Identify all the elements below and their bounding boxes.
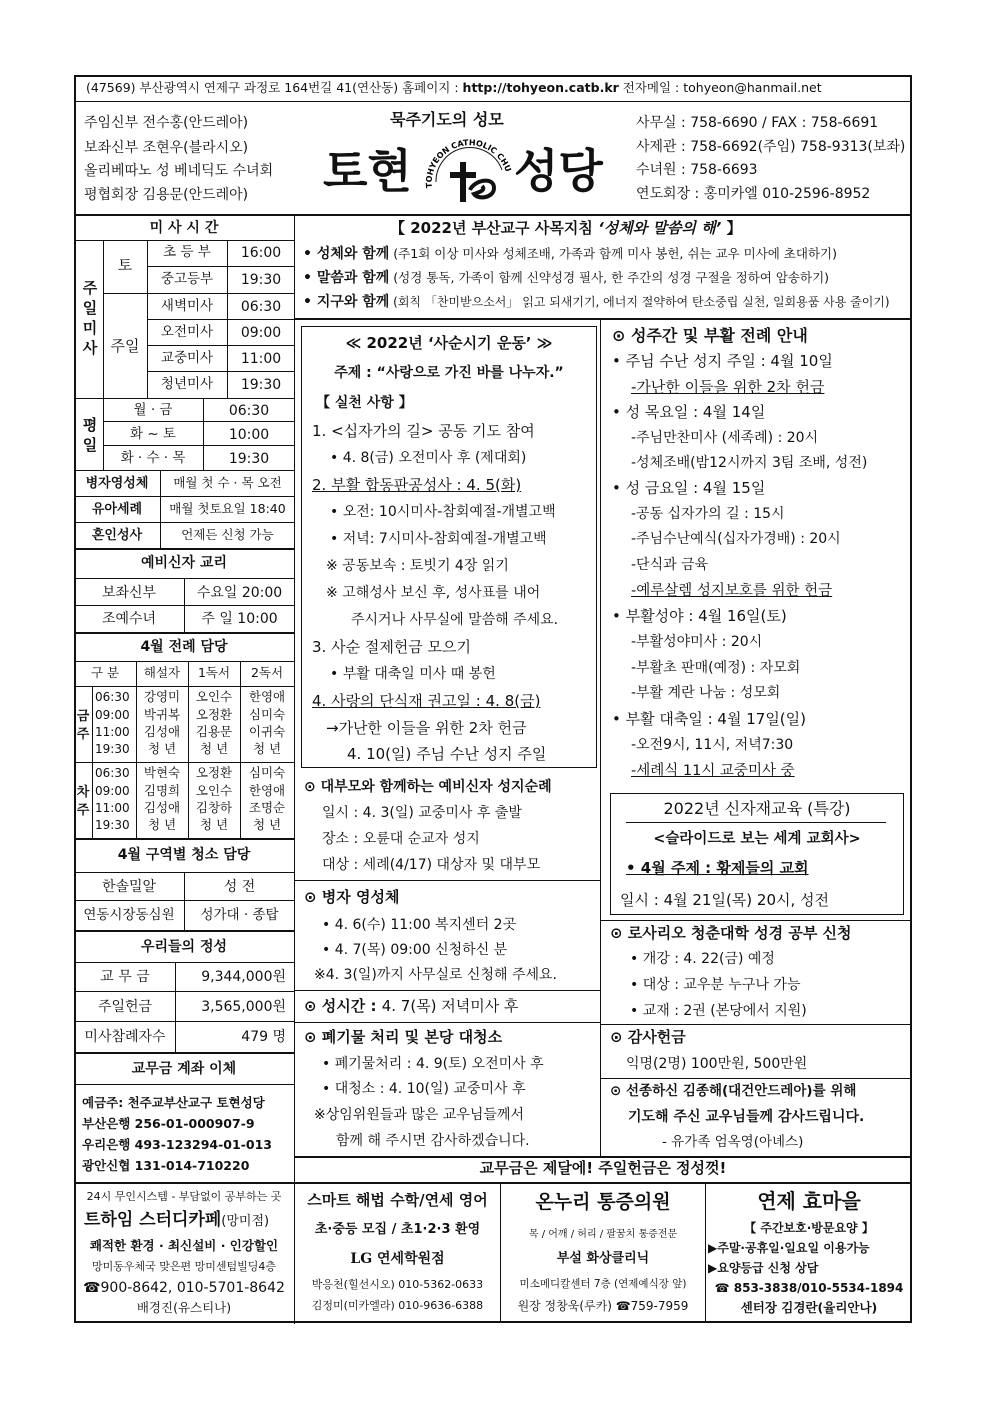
sunday-label: 주일 (110, 337, 140, 355)
faith-ed-title: 2022년 신자재교육 (특강) (663, 799, 851, 818)
liturgy-title: 4월 전례 담당 (140, 639, 228, 655)
slogan: 교무금은 제달에! 주일헌금은 정성껏! (479, 1159, 727, 1177)
cleaning-title: 4월 구역별 청소 담당 (117, 847, 251, 863)
liturgy-group-label: 금 주 (76, 709, 90, 742)
thanks-text: 익명(2명) 100만원, 500만원 (626, 1056, 808, 1072)
saturday-label: 토 (117, 256, 133, 274)
masthead-subtitle: 묵주기도의 성모 (390, 110, 504, 129)
church-logo (424, 132, 514, 212)
homepage-link[interactable]: http://tohyeon.catb.kr (462, 80, 619, 95)
faith-ed-date: 일시 : 4월 21일(목) 20시, 성전 (620, 891, 830, 909)
lent-action: 【 실천 사항 】 (316, 395, 413, 411)
header-address: (47569) 부산광역시 연제구 과정로 164번길 41(연산동) 홈페이지 : http://tohyeon.catb.kr 전자메일 : tohyeon@hanmail.net (86, 80, 822, 95)
faith-ed-subtitle: <슬라이드로 보는 세계 교회사> (653, 831, 861, 847)
lent-theme: 주제 : “사랑으로 가진 바를 나누자.” (334, 365, 564, 381)
rosary-title: ⊙ 로사리오 청춘대학 성경 공부 신청 (610, 924, 852, 942)
account-title: 교무금 계좌 이체 (131, 1061, 237, 1077)
sunday-mass-label: 주 일 미 사 (82, 279, 98, 357)
svg-text:TOHYEON CATHOLIC CHURCH: TOHYEON CATHOLIC CHU (424, 138, 513, 189)
thanks-title: ⊙ 감사헌금 (610, 1028, 686, 1046)
pilgrimage-title: ⊙ 대부모와 함께하는 예비신자 성지순례 (304, 779, 552, 795)
sincerity-title: 우리들의 정성 (140, 939, 228, 955)
lent-title: ≪ 2022년 ‘사순시기 운동’ ≫ (345, 334, 553, 352)
church-name-right: 성당 (514, 144, 603, 198)
weekday-label: 평 일 (82, 416, 98, 454)
communion-title: ⊙ 병자 영성체 (304, 888, 400, 906)
holy-hour: ⊙ 성시간 : 4. 7(목) 저녁미사 후 (304, 997, 519, 1015)
mass-title: 미 사 시 간 (149, 220, 219, 236)
guidelines-title: 【 2022년 부산교구 사목지침 ‘성체와 말씀의 해’ 】 (390, 219, 742, 237)
faith-ed-theme: • 4월 주제 : 황제들의 교회 (626, 859, 809, 877)
church-name-left: 토현 (323, 144, 412, 198)
liturgy-group-label: 차 주 (76, 785, 90, 818)
holyweek-title: ⊙ 성주간 및 부활 전례 안내 (612, 326, 808, 345)
waste-title: ⊙ 폐기물 처리 및 본당 대청소 (304, 1028, 503, 1046)
catechumen-title: 예비신자 교리 (140, 555, 228, 571)
